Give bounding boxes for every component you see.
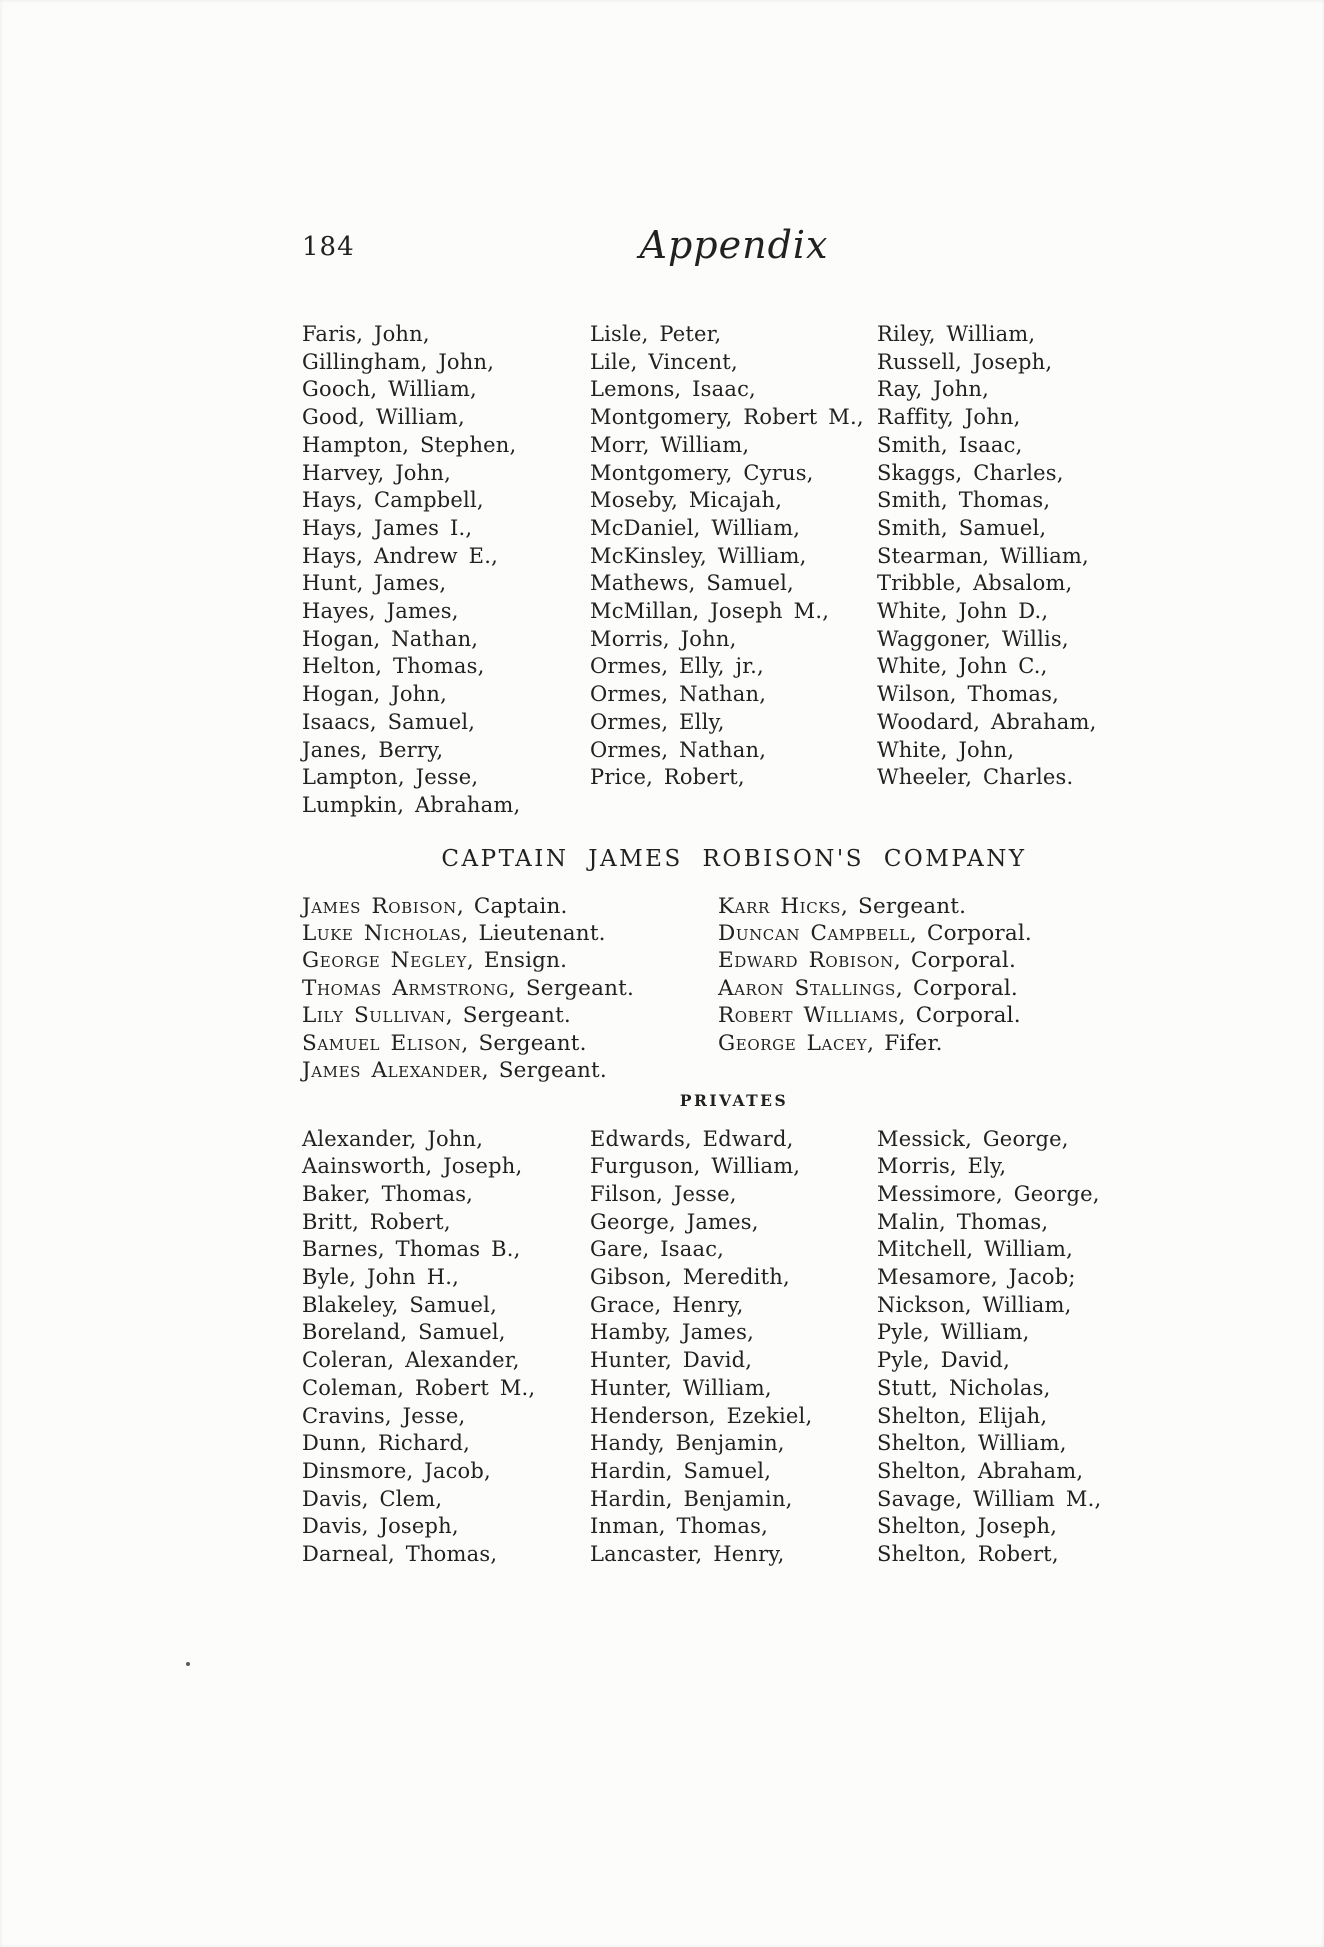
private-entry: Hunter, William,	[590, 1375, 772, 1400]
roster-entry: Harvey, John,	[302, 460, 451, 485]
officer-entry: Lily Sullivan, Sergeant.	[302, 1003, 571, 1029]
private-entry: Gare, Isaac,	[590, 1237, 725, 1262]
officer-name: James Alexander	[302, 1058, 482, 1084]
private-entry: Morris, Ely,	[877, 1154, 1007, 1179]
roster-entry: Tribble, Absalom,	[877, 571, 1073, 596]
officer-entry: George Lacey, Fifer.	[718, 1030, 943, 1056]
roster-entry: Lumpkin, Abraham,	[302, 792, 521, 817]
roster-entry: Faris, John,	[302, 322, 430, 346]
roster-entry: Ormes, Elly,	[590, 709, 725, 734]
private-entry: Savage, William M.,	[877, 1486, 1102, 1511]
private-entry: Malin, Thomas,	[877, 1209, 1049, 1234]
private-entry: Grace, Henry,	[590, 1292, 744, 1317]
roster-entry: Woodard, Abraham,	[877, 709, 1097, 734]
officer-entry: Robert Williams, Corporal.	[718, 1003, 1021, 1029]
officer-entry: George Negley, Ensign.	[302, 948, 568, 974]
scan-speck	[186, 1662, 190, 1666]
privates-heading: PRIVATES	[679, 1090, 789, 1110]
officer-name: James Robison	[302, 893, 457, 919]
private-entry: Hardin, Samuel,	[590, 1458, 772, 1483]
private-entry: Filson, Jesse,	[590, 1181, 737, 1206]
officer-entry: Aaron Stallings, Corporal.	[718, 975, 1018, 1001]
roster-entry: Smith, Samuel,	[877, 515, 1047, 540]
roster-entry: Janes, Berry,	[302, 737, 444, 762]
roster-entry: Stearman, William,	[877, 543, 1089, 568]
private-entry: Boreland, Samuel,	[302, 1320, 506, 1345]
officer-entry: Samuel Elison, Sergeant.	[302, 1030, 587, 1056]
roster-entry: Russell, Joseph,	[877, 349, 1053, 374]
roster-entry: Morr, William,	[590, 432, 750, 457]
private-entry: Shelton, William,	[877, 1431, 1067, 1456]
officers-column-right	[718, 893, 1166, 1085]
private-entry: Mesamore, Jacob;	[877, 1265, 1076, 1290]
roster-column-2	[590, 321, 877, 820]
roster-entry: Hogan, John,	[302, 682, 447, 707]
militia-roster	[302, 321, 1166, 820]
roster-entry: Lampton, Jesse,	[302, 765, 479, 790]
private-entry: Stutt, Nicholas,	[877, 1375, 1051, 1400]
private-entry: Pyle, David,	[877, 1348, 1010, 1373]
privates-column-3	[877, 1126, 1166, 1569]
private-entry: Hamby, James,	[590, 1320, 754, 1345]
officers-list	[302, 893, 1166, 1085]
private-entry: Gibson, Meredith,	[590, 1265, 790, 1290]
roster-entry: Riley, William,	[877, 322, 1036, 346]
roster-entry: Helton, Thomas,	[302, 654, 485, 679]
roster-entry: Ormes, Elly, jr.,	[590, 654, 764, 679]
officer-name: Duncan Campbell	[718, 921, 910, 947]
private-entry: Cravins, Jesse,	[302, 1403, 466, 1428]
officer-entry: Edward Robison, Corporal.	[718, 948, 1016, 974]
private-entry: Blakeley, Samuel,	[302, 1292, 497, 1317]
officers-column-left	[302, 893, 718, 1085]
roster-entry: Montgomery, Cyrus,	[590, 460, 814, 485]
private-entry: Coleman, Robert M.,	[302, 1375, 536, 1400]
private-entry: Coleran, Alexander,	[302, 1348, 520, 1373]
officer-entry: James Robison, Captain.	[302, 893, 568, 919]
officer-name: Robert Williams	[718, 1003, 899, 1029]
officer-name: Karr Hicks	[718, 893, 841, 919]
roster-entry: McMillan, Joseph M.,	[590, 599, 830, 624]
roster-entry: McKinsley, William,	[590, 543, 807, 568]
roster-entry: Ormes, Nathan,	[590, 737, 767, 762]
page-content	[302, 0, 1166, 1569]
roster-entry: Wilson, Thomas,	[877, 682, 1060, 707]
private-entry: Barnes, Thomas B.,	[302, 1237, 521, 1262]
private-entry: Baker, Thomas,	[302, 1181, 474, 1206]
officer-entry: Thomas Armstrong, Sergeant.	[302, 975, 635, 1001]
roster-entry: Hayes, James,	[302, 599, 459, 624]
page-title: Appendix	[639, 223, 829, 267]
privates-column-1	[302, 1126, 590, 1569]
private-entry: Messimore, George,	[877, 1181, 1100, 1206]
private-entry: Darneal, Thomas,	[302, 1542, 498, 1567]
private-entry: Davis, Clem,	[302, 1486, 443, 1511]
private-entry: Hunter, David,	[590, 1348, 753, 1373]
officer-entry: Luke Nicholas, Lieutenant.	[302, 921, 606, 947]
officer-name: George Lacey	[718, 1030, 868, 1056]
roster-column-1	[302, 321, 590, 820]
private-entry: Shelton, Joseph,	[877, 1514, 1058, 1539]
private-entry: Nickson, William,	[877, 1292, 1072, 1317]
roster-entry: Gooch, William,	[302, 377, 477, 402]
private-entry: Mitchell, William,	[877, 1237, 1073, 1262]
private-entry: Britt, Robert,	[302, 1209, 451, 1234]
private-entry: Dunn, Richard,	[302, 1431, 471, 1456]
private-entry: Byle, John H.,	[302, 1265, 460, 1290]
roster-entry: Raffity, John,	[877, 405, 1021, 430]
roster-entry: Ormes, Nathan,	[590, 682, 767, 707]
roster-entry: Lemons, Isaac,	[590, 377, 756, 402]
officer-name: Thomas Armstrong	[302, 975, 509, 1001]
officer-name: Edward Robison	[718, 948, 894, 974]
private-entry: Edwards, Edward,	[590, 1126, 794, 1151]
roster-entry: Isaacs, Samuel,	[302, 709, 476, 734]
private-entry: Pyle, William,	[877, 1320, 1030, 1345]
private-entry: Furguson, William,	[590, 1154, 801, 1179]
roster-entry: Price, Robert,	[590, 765, 745, 790]
officer-entry: Karr Hicks, Sergeant.	[718, 893, 967, 919]
private-entry: Inman, Thomas,	[590, 1514, 768, 1539]
roster-entry: Mathews, Samuel,	[590, 571, 794, 596]
officer-entry: Duncan Campbell, Corporal.	[718, 921, 1032, 947]
roster-entry: White, John C.,	[877, 654, 1048, 679]
private-entry: Handy, Benjamin,	[590, 1431, 785, 1456]
roster-entry: Wheeler, Charles.	[877, 765, 1074, 790]
roster-entry: Ray, John,	[877, 377, 990, 402]
private-entry: Lancaster, Henry,	[590, 1542, 785, 1567]
private-entry: Shelton, Abraham,	[877, 1458, 1084, 1483]
private-entry: Shelton, Robert,	[877, 1542, 1059, 1567]
private-entry: Shelton, Elijah,	[877, 1403, 1048, 1428]
roster-entry: Lisle, Peter,	[590, 322, 722, 346]
roster-entry: Hays, Andrew E.,	[302, 543, 498, 568]
private-entry: Henderson, Ezekiel,	[590, 1403, 813, 1428]
page-number: 184	[302, 232, 355, 262]
privates-roster	[302, 1126, 1166, 1569]
officer-name: Lily Sullivan	[302, 1003, 446, 1029]
roster-entry: Gillingham, John,	[302, 349, 495, 374]
roster-entry: Moseby, Micajah,	[590, 488, 783, 513]
roster-entry: Lile, Vincent,	[590, 349, 738, 374]
private-entry: George, James,	[590, 1209, 759, 1234]
roster-entry: Hampton, Stephen,	[302, 432, 517, 457]
roster-entry: White, John,	[877, 737, 1015, 762]
roster-entry: Smith, Thomas,	[877, 488, 1051, 513]
officer-name: George Negley	[302, 948, 467, 974]
officer-name: Luke Nicholas	[302, 921, 462, 947]
roster-entry: Morris, John,	[590, 626, 737, 651]
privates-column-2	[590, 1126, 877, 1569]
roster-entry: Skaggs, Charles,	[877, 460, 1064, 485]
private-entry: Hardin, Benjamin,	[590, 1486, 793, 1511]
roster-entry: Waggoner, Willis,	[877, 626, 1069, 651]
roster-column-3	[877, 321, 1166, 820]
private-entry: Messick, George,	[877, 1126, 1069, 1151]
private-entry: Alexander, John,	[302, 1126, 484, 1151]
roster-entry: Smith, Isaac,	[877, 432, 1023, 457]
roster-entry: Hays, Campbell,	[302, 488, 484, 513]
company-heading: CAPTAIN JAMES ROBISON'S COMPANY	[441, 845, 1027, 872]
roster-entry: Good, William,	[302, 405, 465, 430]
roster-entry: McDaniel, William,	[590, 515, 801, 540]
private-entry: Aainsworth, Joseph,	[302, 1154, 523, 1179]
roster-entry: Hunt, James,	[302, 571, 447, 596]
roster-entry: White, John D.,	[877, 599, 1049, 624]
officer-name: Aaron Stallings	[718, 975, 896, 1001]
private-entry: Davis, Joseph,	[302, 1514, 459, 1539]
roster-entry: Montgomery, Robert M.,	[590, 405, 864, 430]
roster-entry: Hogan, Nathan,	[302, 626, 479, 651]
officer-entry: James Alexander, Sergeant.	[302, 1058, 607, 1084]
private-entry: Dinsmore, Jacob,	[302, 1458, 491, 1483]
page-header	[302, 225, 1166, 275]
officer-name: Samuel Elison	[302, 1030, 462, 1056]
roster-entry: Hays, James I.,	[302, 515, 473, 540]
